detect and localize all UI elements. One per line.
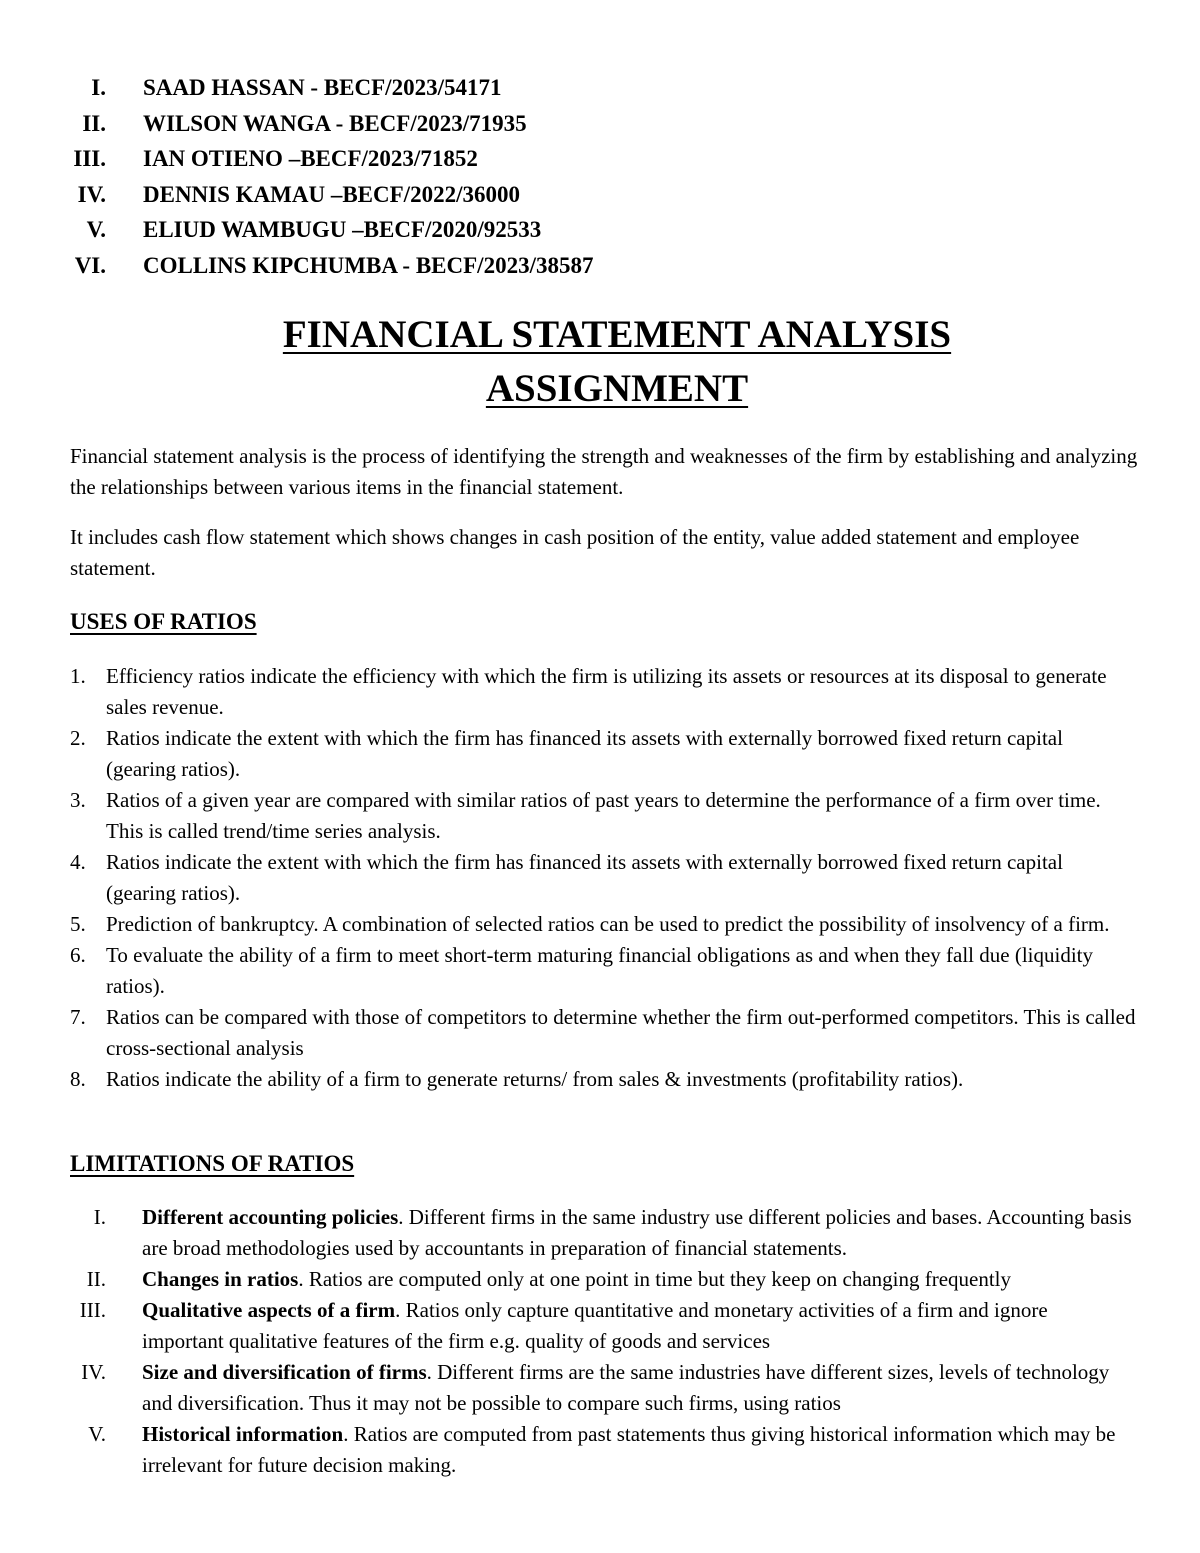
list-item	[0, 909, 1136, 940]
intro-paragraph: Financial statement analysis is the process of identifying the strength and weaknesses of the firm by establishing and analyzing the relationships between various items in the financial statement.	[70, 444, 1138, 499]
item-number: V.	[88, 1422, 106, 1446]
title-line-2: ASSIGNMENT	[485, 367, 749, 410]
item-number: III.	[79, 1298, 106, 1322]
list-item	[0, 1295, 1132, 1357]
item-text: . Ratios are computed from past statements thus giving historical information which may be irrelevant for future decision making.	[142, 1422, 1116, 1477]
item-number: 3.	[70, 788, 86, 812]
document-title	[0, 308, 1200, 416]
item-text: Efficiency ratios indicate the efficiency with which the firm is utilizing its assets or resources at its disposal to generate sales revenue.	[106, 664, 1107, 719]
item-number: 4.	[70, 850, 86, 874]
member-item	[0, 212, 1200, 248]
list-item	[0, 1419, 1132, 1481]
member-name: COLLINS KIPCHUMBA - BECF/2023/38587	[143, 252, 594, 278]
item-number: IV.	[81, 1360, 106, 1384]
member-item	[0, 70, 1200, 106]
title-line-1: FINANCIAL STATEMENT ANALYSIS	[282, 313, 952, 356]
group-members-list	[0, 70, 1200, 284]
list-item	[0, 1202, 1132, 1264]
list-item	[0, 661, 1136, 723]
item-number: 5.	[70, 912, 86, 936]
item-number: 8.	[70, 1067, 86, 1091]
item-text: Ratios indicate the extent with which the firm has financed its assets with externally borrowed fixed return capital (gearing ratios).	[106, 850, 1063, 905]
item-text: . Different firms in the same industry use different policies and bases. Accounting basis are broad methodologies used by accountants in preparation of financial statements.	[142, 1205, 1132, 1260]
member-number: III.	[73, 146, 106, 172]
limitations-heading: LIMITATIONS OF RATIOS	[70, 1151, 355, 1176]
member-number: V.	[86, 217, 106, 243]
member-name: DENNIS KAMAU –BECF/2022/36000	[143, 181, 520, 207]
item-lead: Different accounting policies	[142, 1205, 399, 1229]
member-name: SAAD HASSAN - BECF/2023/54171	[143, 75, 502, 100]
list-item	[0, 940, 1136, 1002]
list-item	[0, 847, 1136, 909]
member-item	[0, 141, 1200, 177]
item-text: Ratios indicate the extent with which the firm has financed its assets with externally borrowed fixed return capital (gearing ratios).	[106, 726, 1063, 781]
item-text: To evaluate the ability of a firm to meet short-term maturing financial obligations as and when they fall due (liquidity ratios).	[106, 943, 1093, 998]
intro-paragraph: It includes cash flow statement which shows changes in cash position of the entity, value added statement and employee statement.	[70, 525, 1080, 580]
list-item	[0, 723, 1136, 785]
item-text: . Different firms are the same industries have different sizes, levels of technology and diversification. Thus it may not be possible to compare such firms, using ratios	[142, 1360, 1110, 1415]
member-number: IV.	[77, 181, 106, 207]
list-item	[0, 1357, 1132, 1419]
item-text: . Ratios only capture quantitative and monetary activities of a firm and ignore important qualitative features of the firm e.g. quality of goods and services	[142, 1298, 1048, 1353]
item-text: Prediction of bankruptcy. A combination of selected ratios can be used to predict the possibility of insolvency of a firm.	[106, 912, 1110, 936]
member-number: II.	[82, 110, 106, 136]
limitations-list	[0, 1202, 1200, 1481]
item-lead: Historical information	[142, 1422, 344, 1446]
item-number: 6.	[70, 943, 86, 967]
member-number: VI.	[74, 252, 106, 278]
member-item	[0, 248, 1200, 284]
list-item	[0, 1064, 1136, 1095]
item-text: . Ratios are computed only at one point in time but they keep on changing frequently	[298, 1267, 1012, 1291]
member-item	[0, 106, 1200, 142]
item-text: Ratios can be compared with those of competitors to determine whether the firm out-performed competitors. This is called cross-sectional analysis	[106, 1005, 1136, 1060]
item-lead: Changes in ratios	[142, 1267, 299, 1291]
item-lead: Size and diversification of firms	[142, 1360, 427, 1384]
item-number: 7.	[70, 1005, 86, 1029]
list-item	[0, 1002, 1136, 1064]
uses-heading: USES OF RATIOS	[70, 609, 257, 634]
item-text: Ratios indicate the ability of a firm to generate returns/ from sales & investments (profitability ratios).	[106, 1067, 964, 1091]
member-item	[0, 177, 1200, 213]
item-lead: Qualitative aspects of a firm	[142, 1298, 396, 1322]
item-number: I.	[93, 1205, 106, 1229]
item-number: 2.	[70, 726, 86, 750]
list-item	[0, 785, 1136, 847]
uses-list	[0, 661, 1200, 1095]
list-item	[0, 1264, 1132, 1295]
item-number: 1.	[70, 664, 86, 688]
member-name: ELIUD WAMBUGU –BECF/2020/92533	[143, 217, 542, 243]
item-text: Ratios of a given year are compared with similar ratios of past years to determine the performance of a firm over time. This is called trend/time series analysis.	[106, 788, 1101, 843]
member-name: IAN OTIENO –BECF/2023/71852	[143, 146, 478, 172]
member-number: I.	[91, 75, 106, 100]
item-number: II.	[86, 1267, 106, 1291]
member-name: WILSON WANGA - BECF/2023/71935	[143, 110, 527, 136]
